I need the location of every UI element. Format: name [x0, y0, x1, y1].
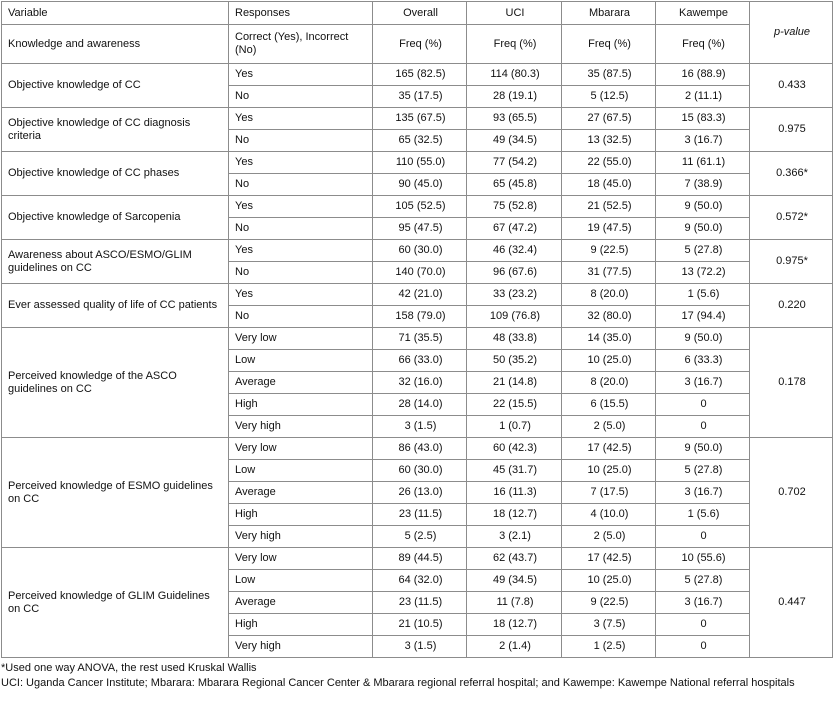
mbarara-cell: 4 (10.0): [562, 504, 656, 526]
kawempe-cell: 3 (16.7): [656, 592, 750, 614]
overall-cell: 110 (55.0): [373, 152, 467, 174]
uci-cell: 21 (14.8): [467, 372, 562, 394]
kawempe-cell: 16 (88.9): [656, 64, 750, 86]
overall-cell: 42 (21.0): [373, 284, 467, 306]
uci-cell: 77 (54.2): [467, 152, 562, 174]
kawempe-cell: 0: [656, 526, 750, 548]
kawempe-cell: 5 (27.8): [656, 240, 750, 262]
overall-cell: 28 (14.0): [373, 394, 467, 416]
response-cell: No: [229, 218, 373, 240]
header-responses: Responses: [229, 2, 373, 25]
uci-cell: 46 (32.4): [467, 240, 562, 262]
mbarara-cell: 9 (22.5): [562, 592, 656, 614]
overall-cell: 95 (47.5): [373, 218, 467, 240]
kawempe-cell: 5 (27.8): [656, 570, 750, 592]
uci-cell: 65 (45.8): [467, 174, 562, 196]
overall-cell: 71 (35.5): [373, 328, 467, 350]
pvalue-cell: 0.433: [750, 64, 833, 108]
overall-cell: 86 (43.0): [373, 438, 467, 460]
variable-cell: Perceived knowledge of the ASCO guidelines on CC: [2, 328, 229, 438]
response-cell: Very low: [229, 328, 373, 350]
response-cell: Very low: [229, 548, 373, 570]
response-cell: No: [229, 174, 373, 196]
response-cell: Average: [229, 482, 373, 504]
kawempe-cell: 15 (83.3): [656, 108, 750, 130]
overall-cell: 90 (45.0): [373, 174, 467, 196]
mbarara-cell: 21 (52.5): [562, 196, 656, 218]
uci-cell: 16 (11.3): [467, 482, 562, 504]
uci-cell: 33 (23.2): [467, 284, 562, 306]
overall-cell: 3 (1.5): [373, 636, 467, 658]
mbarara-cell: 10 (25.0): [562, 460, 656, 482]
table-row: [2, 152, 833, 174]
overall-cell: 32 (16.0): [373, 372, 467, 394]
uci-cell: 96 (67.6): [467, 262, 562, 284]
overall-cell: 35 (17.5): [373, 86, 467, 108]
kawempe-cell: 13 (72.2): [656, 262, 750, 284]
response-cell: Yes: [229, 196, 373, 218]
variable-cell: Objective knowledge of CC phases: [2, 152, 229, 196]
mbarara-cell: 17 (42.5): [562, 548, 656, 570]
kawempe-cell: 9 (50.0): [656, 328, 750, 350]
header-overall: Overall: [373, 2, 467, 25]
header-overall-freq: Freq (%): [373, 25, 467, 64]
overall-cell: 135 (67.5): [373, 108, 467, 130]
header-mbarara: Mbarara: [562, 2, 656, 25]
variable-cell: Perceived knowledge of ESMO guidelines on CC: [2, 438, 229, 548]
knowledge-table: [1, 1, 833, 658]
pvalue-cell: 0.178: [750, 328, 833, 438]
mbarara-cell: 7 (17.5): [562, 482, 656, 504]
overall-cell: 64 (32.0): [373, 570, 467, 592]
kawempe-cell: 1 (5.6): [656, 504, 750, 526]
table-row: [2, 548, 833, 570]
header-pvalue: p-value: [750, 2, 833, 64]
uci-cell: 18 (12.7): [467, 614, 562, 636]
variable-cell: Objective knowledge of CC diagnosis criteria: [2, 108, 229, 152]
header-row-1: [2, 2, 833, 25]
mbarara-cell: 6 (15.5): [562, 394, 656, 416]
header-knowledge: Knowledge and awareness: [2, 25, 229, 64]
mbarara-cell: 27 (67.5): [562, 108, 656, 130]
overall-cell: 65 (32.5): [373, 130, 467, 152]
overall-cell: 3 (1.5): [373, 416, 467, 438]
pvalue-cell: 0.975: [750, 108, 833, 152]
footnotes: [1, 661, 829, 691]
response-cell: No: [229, 130, 373, 152]
kawempe-cell: 3 (16.7): [656, 482, 750, 504]
uci-cell: 1 (0.7): [467, 416, 562, 438]
table-row: [2, 438, 833, 460]
uci-cell: 67 (47.2): [467, 218, 562, 240]
mbarara-cell: 19 (47.5): [562, 218, 656, 240]
overall-cell: 21 (10.5): [373, 614, 467, 636]
mbarara-cell: 10 (25.0): [562, 570, 656, 592]
response-cell: Low: [229, 570, 373, 592]
uci-cell: 93 (65.5): [467, 108, 562, 130]
kawempe-cell: 3 (16.7): [656, 130, 750, 152]
table-row: [2, 196, 833, 218]
mbarara-cell: 32 (80.0): [562, 306, 656, 328]
uci-cell: 75 (52.8): [467, 196, 562, 218]
variable-cell: Perceived knowledge of GLIM Guidelines on CC: [2, 548, 229, 658]
header-correct: Correct (Yes), Incorrect (No): [229, 25, 373, 64]
header-kawempe: Kawempe: [656, 2, 750, 25]
overall-cell: 23 (11.5): [373, 504, 467, 526]
response-cell: Yes: [229, 64, 373, 86]
header-uci-freq: Freq (%): [467, 25, 562, 64]
mbarara-cell: 9 (22.5): [562, 240, 656, 262]
overall-cell: 66 (33.0): [373, 350, 467, 372]
kawempe-cell: 9 (50.0): [656, 196, 750, 218]
overall-cell: 60 (30.0): [373, 460, 467, 482]
kawempe-cell: 2 (11.1): [656, 86, 750, 108]
response-cell: Average: [229, 372, 373, 394]
uci-cell: 49 (34.5): [467, 130, 562, 152]
overall-cell: 60 (30.0): [373, 240, 467, 262]
uci-cell: 60 (42.3): [467, 438, 562, 460]
pvalue-cell: 0.447: [750, 548, 833, 658]
mbarara-cell: 31 (77.5): [562, 262, 656, 284]
kawempe-cell: 0: [656, 394, 750, 416]
kawempe-cell: 0: [656, 636, 750, 658]
pvalue-cell: 0.702: [750, 438, 833, 548]
response-cell: Yes: [229, 240, 373, 262]
kawempe-cell: 0: [656, 614, 750, 636]
header-kawempe-freq: Freq (%): [656, 25, 750, 64]
mbarara-cell: 14 (35.0): [562, 328, 656, 350]
response-cell: Average: [229, 592, 373, 614]
response-cell: High: [229, 504, 373, 526]
table-row: [2, 108, 833, 130]
mbarara-cell: 1 (2.5): [562, 636, 656, 658]
variable-cell: Ever assessed quality of life of CC patients: [2, 284, 229, 328]
overall-cell: 158 (79.0): [373, 306, 467, 328]
mbarara-cell: 2 (5.0): [562, 526, 656, 548]
uci-cell: 18 (12.7): [467, 504, 562, 526]
header-mbarara-freq: Freq (%): [562, 25, 656, 64]
uci-cell: 22 (15.5): [467, 394, 562, 416]
pvalue-cell: 0.975*: [750, 240, 833, 284]
mbarara-cell: 10 (25.0): [562, 350, 656, 372]
uci-cell: 109 (76.8): [467, 306, 562, 328]
pvalue-cell: 0.220: [750, 284, 833, 328]
kawempe-cell: 9 (50.0): [656, 218, 750, 240]
overall-cell: 105 (52.5): [373, 196, 467, 218]
uci-cell: 62 (43.7): [467, 548, 562, 570]
header-variable: Variable: [2, 2, 229, 25]
uci-cell: 114 (80.3): [467, 64, 562, 86]
table-row: [2, 240, 833, 262]
kawempe-cell: 9 (50.0): [656, 438, 750, 460]
uci-cell: 50 (35.2): [467, 350, 562, 372]
mbarara-cell: 8 (20.0): [562, 284, 656, 306]
overall-cell: 23 (11.5): [373, 592, 467, 614]
overall-cell: 165 (82.5): [373, 64, 467, 86]
variable-cell: Awareness about ASCO/ESMO/GLIM guidelines on CC: [2, 240, 229, 284]
response-cell: Very high: [229, 416, 373, 438]
response-cell: Very high: [229, 526, 373, 548]
kawempe-cell: 10 (55.6): [656, 548, 750, 570]
header-row-2: [2, 25, 833, 64]
mbarara-cell: 18 (45.0): [562, 174, 656, 196]
overall-cell: 140 (70.0): [373, 262, 467, 284]
response-cell: Yes: [229, 152, 373, 174]
header-uci: UCI: [467, 2, 562, 25]
uci-cell: 11 (7.8): [467, 592, 562, 614]
uci-cell: 28 (19.1): [467, 86, 562, 108]
kawempe-cell: 1 (5.6): [656, 284, 750, 306]
response-cell: Very low: [229, 438, 373, 460]
kawempe-cell: 5 (27.8): [656, 460, 750, 482]
response-cell: Very high: [229, 636, 373, 658]
response-cell: No: [229, 86, 373, 108]
footnote-anova: *Used one way ANOVA, the rest used Kruskal Wallis: [1, 662, 257, 674]
overall-cell: 89 (44.5): [373, 548, 467, 570]
uci-cell: 48 (33.8): [467, 328, 562, 350]
kawempe-cell: 0: [656, 416, 750, 438]
mbarara-cell: 3 (7.5): [562, 614, 656, 636]
kawempe-cell: 6 (33.3): [656, 350, 750, 372]
mbarara-cell: 13 (32.5): [562, 130, 656, 152]
uci-cell: 49 (34.5): [467, 570, 562, 592]
response-cell: High: [229, 614, 373, 636]
mbarara-cell: 5 (12.5): [562, 86, 656, 108]
table-row: [2, 284, 833, 306]
kawempe-cell: 17 (94.4): [656, 306, 750, 328]
kawempe-cell: 3 (16.7): [656, 372, 750, 394]
mbarara-cell: 8 (20.0): [562, 372, 656, 394]
pvalue-cell: 0.572*: [750, 196, 833, 240]
uci-cell: 45 (31.7): [467, 460, 562, 482]
footnote-abbreviations: UCI: Uganda Cancer Institute; Mbarara: Mbarara Regional Cancer Center & Mbarara regional referral hospital; and Kawempe: Kawempe National referral hospitals: [1, 677, 795, 689]
variable-cell: Objective knowledge of CC: [2, 64, 229, 108]
response-cell: Low: [229, 460, 373, 482]
overall-cell: 5 (2.5): [373, 526, 467, 548]
response-cell: Low: [229, 350, 373, 372]
uci-cell: 3 (2.1): [467, 526, 562, 548]
overall-cell: 26 (13.0): [373, 482, 467, 504]
mbarara-cell: 22 (55.0): [562, 152, 656, 174]
response-cell: High: [229, 394, 373, 416]
mbarara-cell: 17 (42.5): [562, 438, 656, 460]
table-row: [2, 328, 833, 350]
variable-cell: Objective knowledge of Sarcopenia: [2, 196, 229, 240]
response-cell: Yes: [229, 108, 373, 130]
mbarara-cell: 2 (5.0): [562, 416, 656, 438]
kawempe-cell: 7 (38.9): [656, 174, 750, 196]
response-cell: Yes: [229, 284, 373, 306]
uci-cell: 2 (1.4): [467, 636, 562, 658]
response-cell: No: [229, 306, 373, 328]
pvalue-cell: 0.366*: [750, 152, 833, 196]
table-row: [2, 64, 833, 86]
mbarara-cell: 35 (87.5): [562, 64, 656, 86]
response-cell: No: [229, 262, 373, 284]
kawempe-cell: 11 (61.1): [656, 152, 750, 174]
